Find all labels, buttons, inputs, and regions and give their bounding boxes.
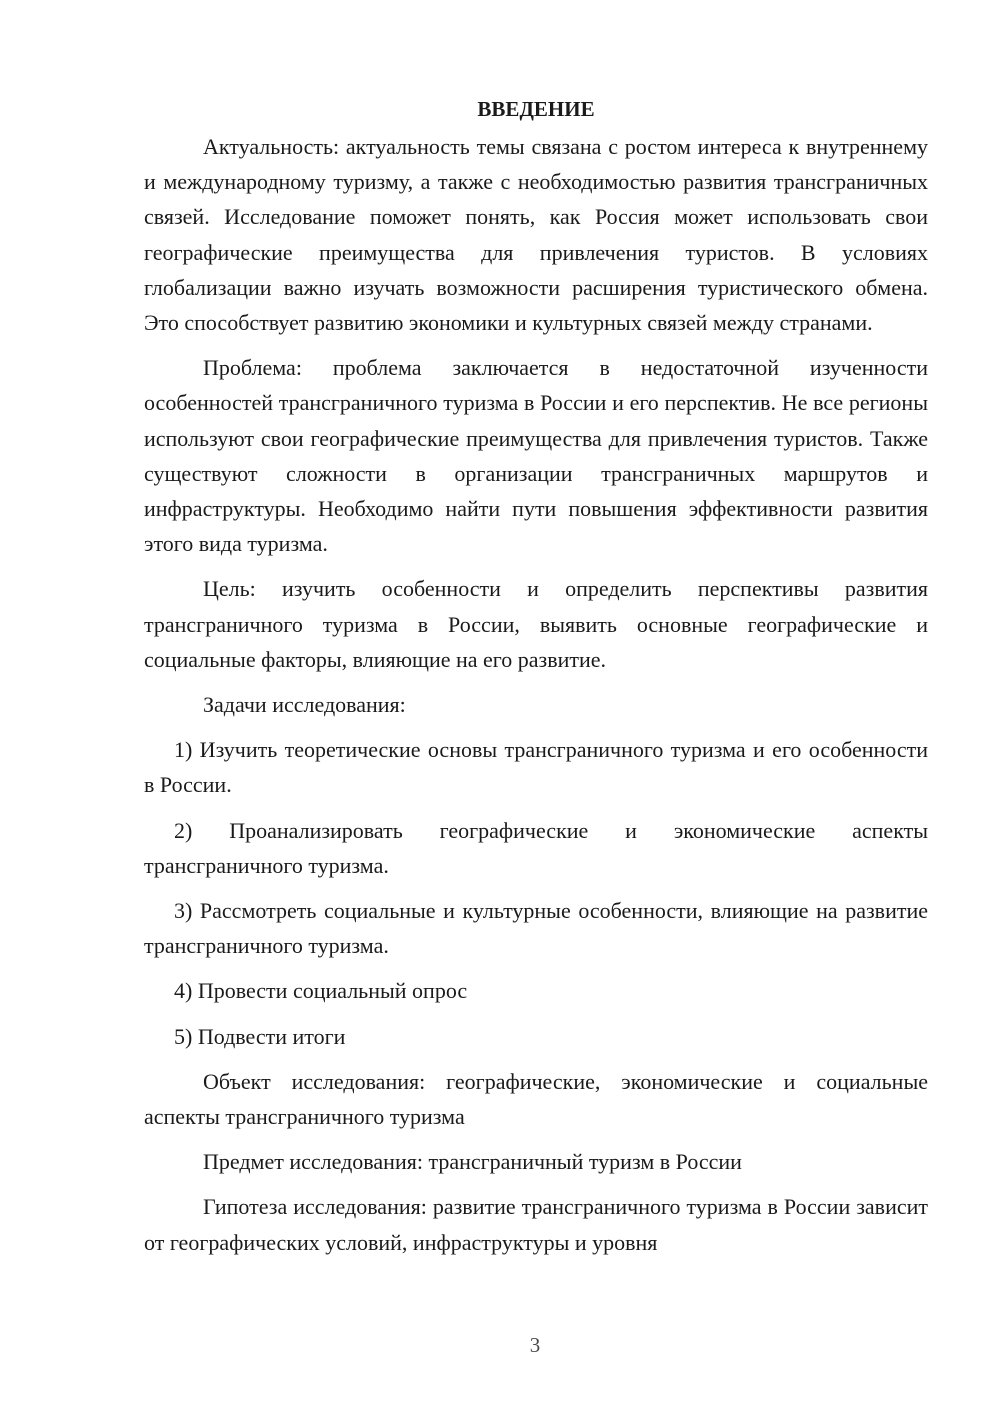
task-item-3: 3) Рассмотреть социальные и культурные особенности, влияющие на развитие трансграничного туризма. (144, 898, 928, 959)
document-page (144, 92, 928, 1270)
tasks-heading: Задачи исследования: (203, 692, 406, 718)
task-item-2: 2) Проанализировать географические и экономические аспекты трансграничного туризма. (144, 817, 928, 878)
page-number: 3 (529, 1333, 541, 1357)
research-subject-paragraph: Предмет исследования: трансграничный туризм в России (203, 1149, 742, 1175)
research-object-paragraph: Объект исследования: географические, экономические и социальные аспекты трансграничного туризма (144, 1068, 928, 1130)
relevance-paragraph: Актуальность: актуальность темы связана с ростом интереса к внутреннему и международному туризму, а также с необходимостью развития трансграничных связей. Исследование поможет понять, как Россия может использовать свои географические преимущества для привлечения туристов. В условиях глобализации важно изучать возможности расширения туристического обмена. Это способствует развитию экономики и культурных связей между странами. (144, 134, 928, 336)
section-heading: ВВЕДЕНИЕ (477, 97, 595, 121)
task-item-4: 4) Провести социальный опрос (174, 978, 468, 1004)
task-item-1: 1) Изучить теоретические основы трансграничного туризма и его особенности в России. (144, 737, 928, 798)
task-item-5: 5) Подвести итоги (174, 1023, 346, 1049)
hypothesis-paragraph: Гипотеза исследования: развитие трансграничного туризма в России зависит от географических условий, инфраструктуры и уровня (144, 1194, 928, 1255)
problem-paragraph: Проблема: проблема заключается в недостаточной изученности особенностей трансграничного туризма в России и его перспектив. Не все регионы используют свои географические преимущества для привлечения туристов. Также существуют сложности в организации трансграничных маршрутов и инфраструктуры. Необходимо найти пути повышения эффективности развития этого вида туризма. (144, 355, 928, 557)
goal-paragraph: Цель: изучить особенности и определить перспективы развития трансграничного туризма в России, выявить основные географические и социальные факторы, влияющие на его развитие. (144, 576, 928, 672)
